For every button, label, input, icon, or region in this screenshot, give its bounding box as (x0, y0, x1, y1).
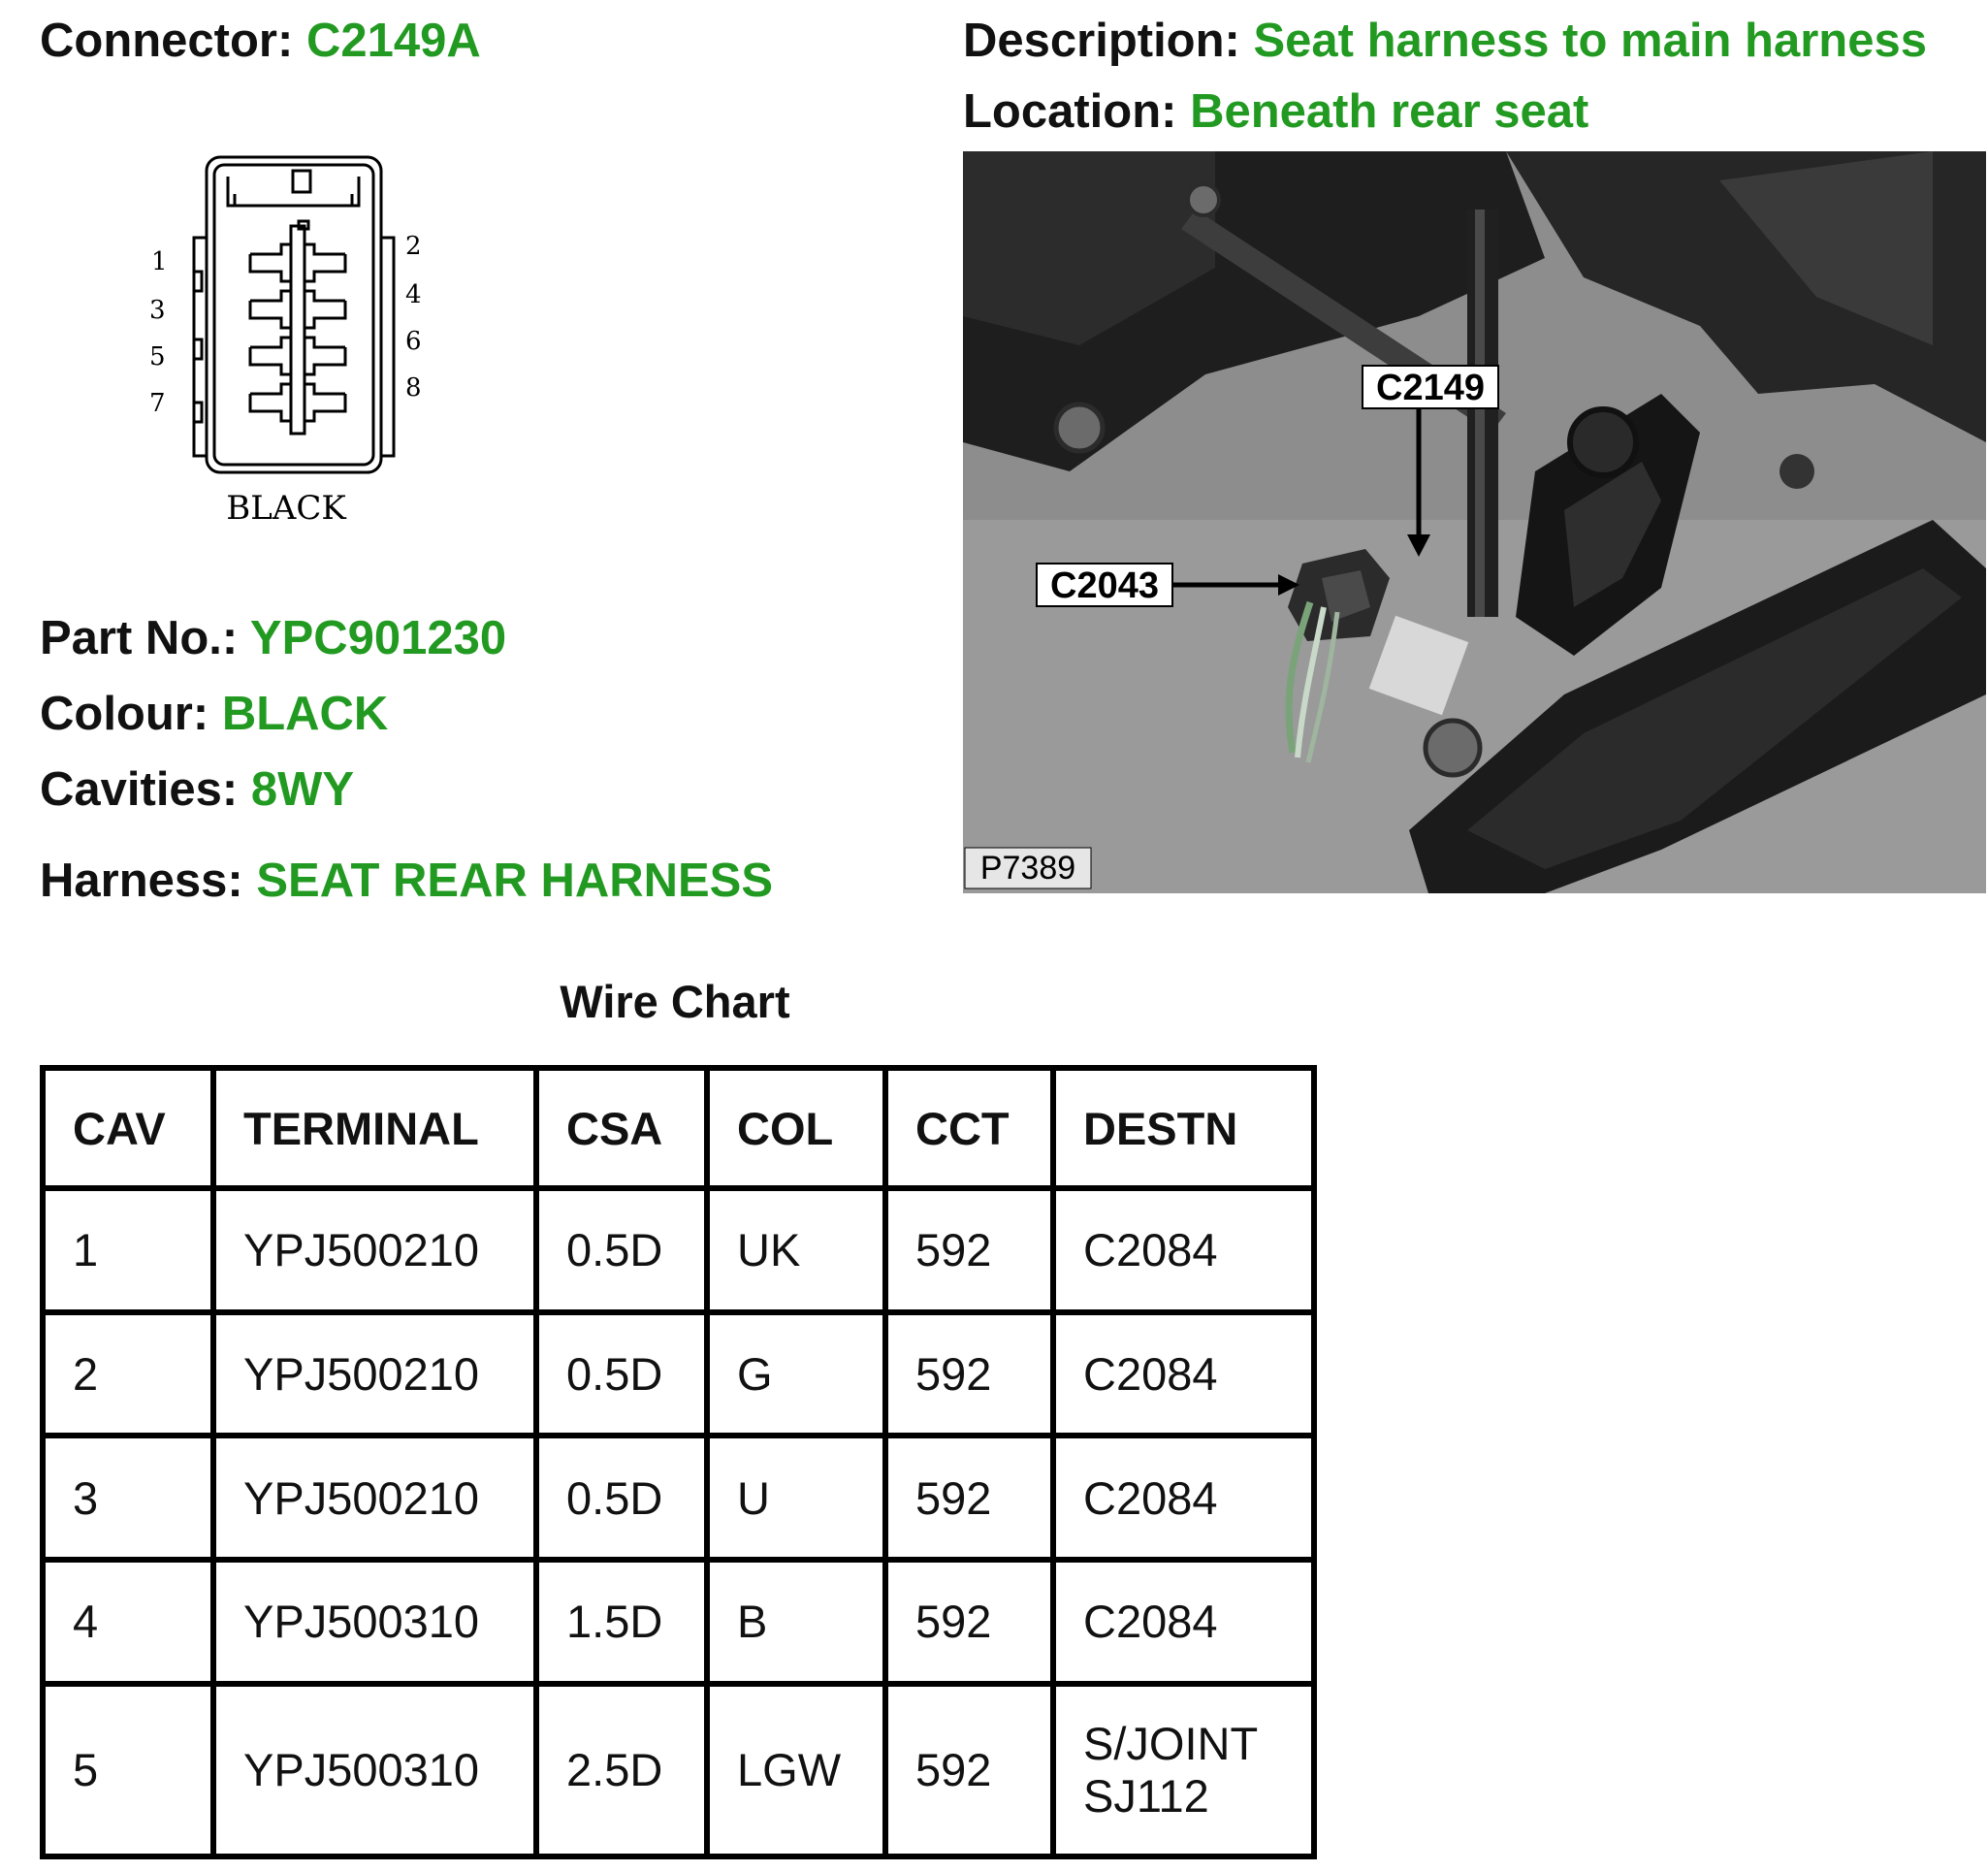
colour-line (40, 687, 388, 741)
location-photo (963, 151, 1986, 893)
connector-label: Connector: (40, 15, 294, 67)
table-row (43, 1560, 1314, 1684)
photo-id-label: P7389 (979, 850, 1076, 887)
destn-cell: C2084 (1053, 1312, 1314, 1436)
header-destn: DESTN (1053, 1068, 1314, 1188)
connector-line (40, 14, 481, 68)
destn-cell: C2084 (1053, 1188, 1314, 1312)
harness-label: Harness: (40, 855, 243, 907)
description-line (963, 14, 1927, 68)
cct-cell: 592 (885, 1312, 1053, 1436)
destn-line-2: SJ112 (1083, 1769, 1209, 1822)
location-label: Location: (963, 85, 1177, 138)
col-cell: G (707, 1312, 885, 1436)
cavities-value: 8WY (250, 763, 355, 816)
part-no-label: Part No.: (40, 612, 239, 664)
csa-cell: 0.5D (536, 1312, 707, 1436)
pin-label-8: 8 (405, 373, 422, 403)
pin-label-5: 5 (149, 342, 166, 371)
cav-cell: 2 (43, 1312, 213, 1436)
header-terminal: TERMINAL (213, 1068, 536, 1188)
description-label: Description: (963, 15, 1240, 67)
cct-cell: 592 (885, 1188, 1053, 1312)
terminal-cell: YPJ500210 (213, 1312, 536, 1436)
csa-cell: 2.5D (536, 1684, 707, 1856)
cav-cell: 4 (43, 1560, 213, 1684)
pin-label-1: 1 (151, 247, 168, 276)
col-cell: LGW (707, 1684, 885, 1856)
table-row (43, 1188, 1314, 1312)
table-row (43, 1684, 1314, 1856)
header-cct: CCT (885, 1068, 1053, 1188)
cav-cell: 1 (43, 1188, 213, 1312)
terminal-cell: YPJ500210 (213, 1188, 536, 1312)
destn-cell: C2084 (1053, 1560, 1314, 1684)
pin-label-7: 7 (149, 389, 166, 418)
location-value: Beneath rear seat (1190, 85, 1589, 138)
destn-line-1: S/JOINT (1083, 1717, 1259, 1769)
destn-cell (1053, 1684, 1314, 1856)
description-value: Seat harness to main harness (1253, 15, 1927, 67)
harness-value: SEAT REAR HARNESS (256, 855, 774, 907)
cct-cell: 592 (885, 1560, 1053, 1684)
connector-diagram (126, 145, 456, 543)
csa-cell: 0.5D (536, 1436, 707, 1560)
callout-c2149: C2149 (1376, 368, 1485, 408)
terminal-cell: YPJ500310 (213, 1560, 536, 1684)
csa-cell: 0.5D (536, 1188, 707, 1312)
header-csa: CSA (536, 1068, 707, 1188)
terminal-cell: YPJ500310 (213, 1684, 536, 1856)
location-line (963, 84, 1588, 139)
terminal-cell: YPJ500210 (213, 1436, 536, 1560)
col-cell: UK (707, 1188, 885, 1312)
cct-cell: 592 (885, 1684, 1053, 1856)
table-row (43, 1312, 1314, 1436)
table-header-row (43, 1068, 1314, 1188)
pin-label-4: 4 (405, 280, 422, 309)
wire-chart-title: Wire Chart (560, 976, 790, 1027)
pin-label-6: 6 (405, 327, 422, 356)
col-cell: B (707, 1560, 885, 1684)
cct-cell: 592 (885, 1436, 1053, 1560)
connector-value: C2149A (305, 15, 481, 67)
colour-value: BLACK (221, 688, 389, 740)
header-col: COL (707, 1068, 885, 1188)
part-no-value: YPC901230 (249, 612, 507, 664)
col-cell: U (707, 1436, 885, 1560)
pin-label-2: 2 (405, 232, 422, 261)
destn-cell: C2084 (1053, 1436, 1314, 1560)
cavities-label: Cavities: (40, 763, 239, 816)
part-no-line (40, 611, 506, 665)
wire-chart-table (40, 1065, 1317, 1859)
table-row (43, 1436, 1314, 1560)
colour-label: Colour: (40, 688, 209, 740)
pin-label-3: 3 (149, 296, 166, 325)
callout-c2043: C2043 (1050, 565, 1159, 606)
cav-cell: 3 (43, 1436, 213, 1560)
diagram-colour-caption: BLACK (226, 489, 346, 528)
harness-line (40, 854, 773, 908)
cav-cell: 5 (43, 1684, 213, 1856)
cavities-line (40, 762, 354, 817)
header-cav: CAV (43, 1068, 213, 1188)
csa-cell: 1.5D (536, 1560, 707, 1684)
